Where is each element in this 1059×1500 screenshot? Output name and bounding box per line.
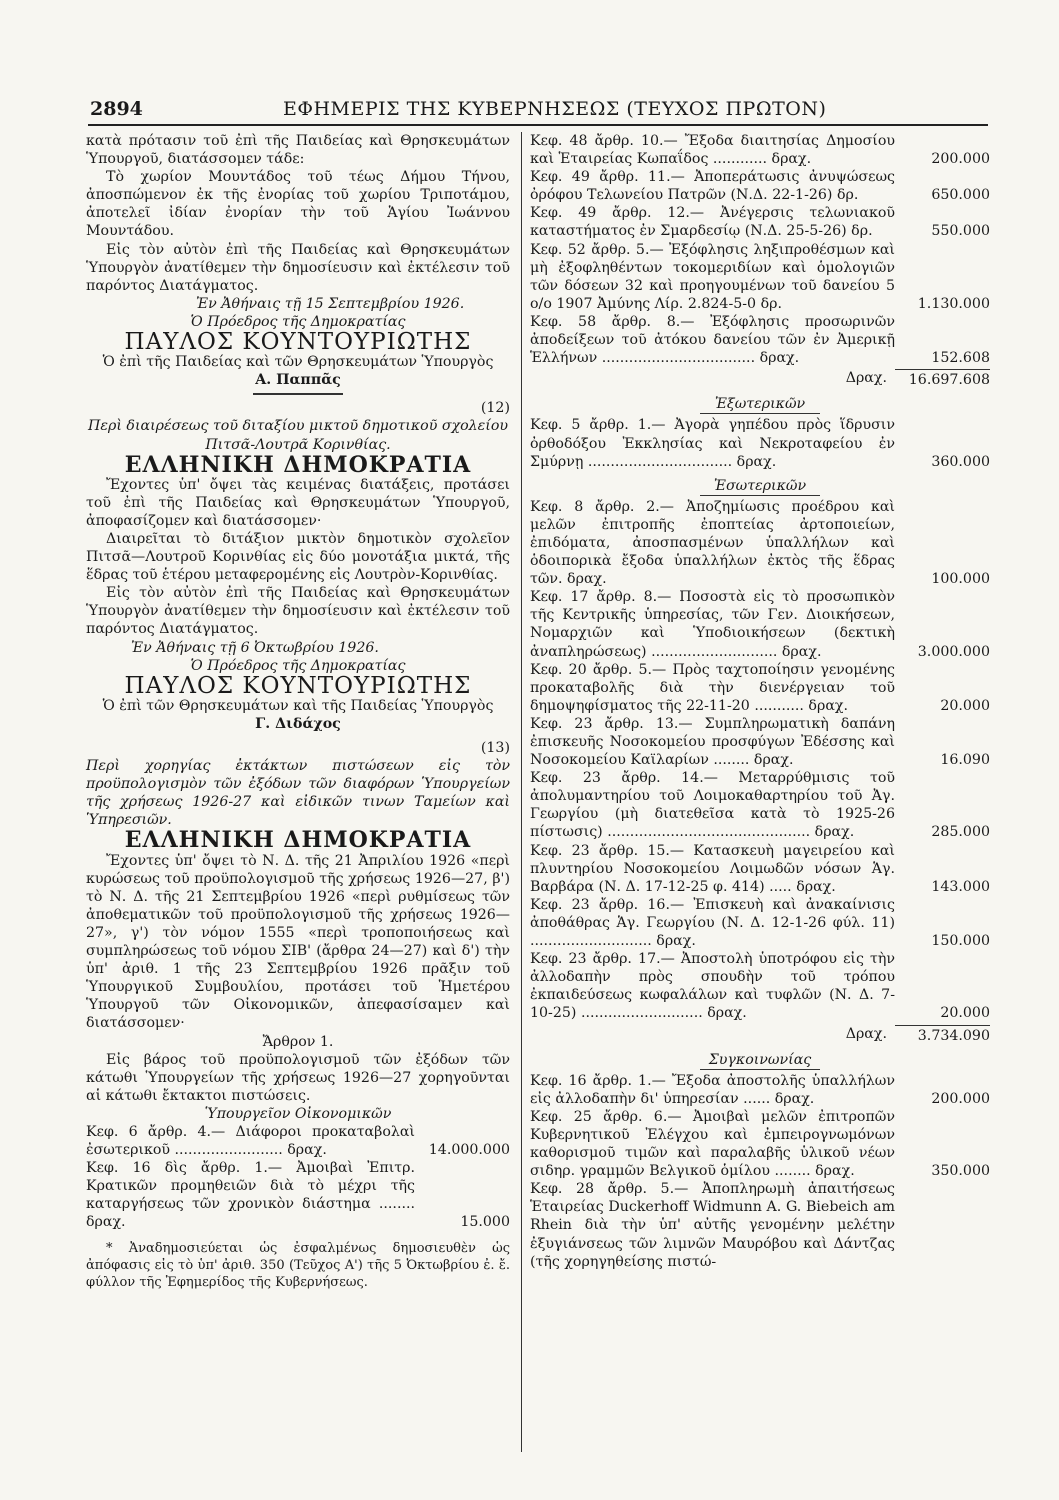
entry-description: Κεφ. 23 ἄρθρ. 13.— Συμπληρωματικὴ δαπάνη ἐπισκευῆς Νοσοκομείου προσφύγων Ἐδέσσης καὶ Νοσοκομείου Καϊλαρίων ........ δραχ. (530, 715, 895, 769)
entry-description: Κεφ. 49 ἄρθρ. 12.— Ἀνέγερσις τελωνιακοῦ καταστήματος ἐν Σμαρδεσίῳ (Ν.Δ. 25-5-26) δρ. (530, 205, 895, 240)
section-divider (700, 413, 820, 414)
credit-entry (530, 769, 990, 841)
credit-entry (86, 1123, 510, 1159)
entry-amount: 3.000.000 (917, 643, 990, 660)
decree-paragraph: Εἰς βάρος τοῦ προϋπολογισμοῦ τῶν ἐξόδων τῶν κάτωθι Ὑπουργείων τῆς χρήσεως 1926—27 χορηγοῦνται αἱ κάτωθι ἔκτακτοι πιστώσεις. (86, 1051, 510, 1104)
republic-heading: ΕΛΛΗΝΙΚΗ ΔΗΜΟΚΡΑΤΙΑ (124, 451, 472, 478)
credit-entry (530, 498, 990, 588)
president-name: ΠΑΥΛΟΣ ΚΟΥΝΤΟΥΡΙΩΤΗΣ (124, 672, 472, 699)
entry-amount: 200.000 (931, 1090, 990, 1107)
credit-entry (530, 896, 990, 950)
decree-number: (12) (480, 400, 510, 417)
credit-entry (530, 204, 990, 240)
entry-amount: 20.000 (940, 1005, 990, 1022)
decree-date: Ἐν Ἀθήναις τῇ 6 Ὀκτωβρίου 1926. (131, 639, 379, 656)
entry-description: Κεφ. 58 ἄρθρ. 8.— Ἐξόφλησις προσωρινῶν ἀποδείξεων τοῦ ἀτόκου δανείου τῶν ἐν Ἀμερικῇ Ἑλλήνων .................................. δραχ. (530, 313, 895, 367)
minister-name: Γ. Διδάχος (255, 715, 341, 732)
subtotal-label: Δραχ. (845, 370, 887, 387)
entry-description: Κεφ. 49 ἄρθρ. 11.— Ἀποπεράτωσις ἀνυψώσεως ὀρόφου Τελωνείου Πατρῶν (Ν.Δ. 22-1-26) δρ. (530, 169, 895, 204)
entry-amount: 143.000 (931, 878, 990, 895)
decree-paragraph: Τὸ χωρίον Μουντάδος τοῦ τέως Δήμου Τήνου, ἀποσπώμενον ἐκ τῆς ἐνορίας τοῦ χωρίου Τριποτάμου, ἀποτελεῖ ἰδίαν ἐνορίαν τὴν τοῦ Ἁγίου Ἰωάννου Μουντάδου. (86, 169, 510, 240)
right-column (530, 132, 990, 1271)
credit-entry (530, 715, 990, 769)
decree-number: (13) (480, 740, 510, 756)
subtotal (530, 1025, 990, 1045)
footnote: * Ἀναδημοσιεύεται ὡς ἐσφαλμένως δημοσιευθὲν ὡς ἀπόφασις εἰς τὸ ὑπ' ἀριθ. 350 (Τεῦχος Α') τῆς 5 Ὀκτωβρίου ἐ. ἔ. φύλλον τῆς Ἐφημερίδος τῆς Κυβερνήσεως. (86, 1240, 510, 1290)
entry-description: Κεφ. 52 ἄρθρ. 5.— Ἐξόφλησις ληξιπροθέσμων καὶ μὴ ἐξοφληθέντων τοκομεριδίων καὶ ὁμολογιῶν τῶν δόσεων 32 καὶ προηγουμένων τοῦ δανείου 5 ο/ο 1907 Ἀμύνης Λίρ. 2.824-5-0 δρ. (530, 241, 895, 312)
entry-description: Κεφ. 23 ἄρθρ. 17.— Ἀποστολὴ ὑποτρόφου εἰς τὴν ἀλλοδαπὴν πρὸς σπουδὴν τοῦ τρόπου ἐκπαιδεύσεως κωφαλάλων καὶ τυφλῶν (Ν. Δ. 7-10-25) ........................... δραχ. (530, 951, 895, 1022)
credit-entry (530, 168, 990, 204)
ministry-heading: Συγκοινωνίας (708, 1051, 812, 1068)
credit-entry (530, 416, 990, 470)
decree-title: Περὶ χορηγίας ἐκτάκτων πιστώσεων εἰς τὸν προϋπολογισμὸν τῶν ἐξόδων τῶν διαφόρων Ὑπουργείων τῆς χρήσεως 1926-27 καὶ εἰδικῶν τινων Ταμείων καὶ Ὑπηρεσιῶν. (86, 758, 510, 829)
credit-entry (530, 241, 990, 313)
entry-description: Κεφ. 25 ἄρθρ. 6.— Ἀμοιβαὶ μελῶν ἐπιτροπῶν Κυβερνητικοῦ Ἐλέγχου καὶ ἐμπειρογνωμόνων καθορισμοῦ τιμῶν καὶ παραλαβῆς ὑλικοῦ νέων σιδηρ. γραμμῶν Βελγικοῦ ὁμίλου ........ δραχ. (530, 1108, 895, 1180)
entry-description: Κεφ. 20 ἄρθρ. 5.— Πρὸς ταχτοποίησιν γενομένης προκαταβολῆς διὰ τὴν διενέργειαν τοῦ δημοψηφίσματος τῆς 22-11-20 ........... δραχ. (530, 661, 895, 714)
president-label: Ὁ Πρόεδρος τῆς Δημοκρατίας (190, 313, 406, 330)
ministry-heading: Ἐξωτερικῶν (714, 396, 806, 413)
entry-description: Κεφ. 16 ἄρθρ. 1.— Ἔξοδα ἀποστολῆς ὑπαλλήλων εἰς ἀλλοδαπὴν δι' ὑπηρεσίαν ...... δραχ. (530, 1072, 895, 1107)
section-divider (700, 495, 820, 496)
entry-description: Κεφ. 8 ἄρθρ. 2.— Ἀποζημίωσις προέδρου καὶ μελῶν ἐπιτροπῆς ἐποπτείας ἀρτοποιείων, ἐπιδόματα, ἀποσπασμένων ὑπαλλήλων καὶ ὁδοιπορικὰ ἔξοδα ὑπαλλήλων ἐκτὸς τῆς ἕδρας τῶν. δραχ. (530, 498, 895, 588)
decree-paragraph: Ἔχοντες ὑπ' ὄψει τὰς κειμένας διατάξεις, προτάσει τοῦ ἐπὶ τῆς Παιδείας καὶ Θρησκευμάτων Ὑπουργοῦ, ἀποφασίζομεν καὶ διατάσσομεν· (86, 476, 510, 529)
subtotal-amount: 16.697.608 (895, 369, 990, 389)
entry-amount: 360.000 (931, 453, 990, 470)
credit-entry (530, 1072, 990, 1108)
credit-entry (530, 842, 990, 896)
left-column (86, 132, 510, 1291)
entry-amount: 20.000 (940, 697, 990, 714)
entry-amount: 350.000 (931, 1163, 990, 1180)
decree-title: Περὶ διαιρέσεως τοῦ διταξίου μικτοῦ δημοτικοῦ σχολείου Πιτσᾶ-Λουτρᾶ Κορινθίας. (88, 418, 508, 453)
gazette-title: ΕΦΗΜΕΡΙΣ ΤΗΣ ΚΥΒΕΡΝΗΣΕΩΣ (ΤΕΥΧΟΣ ΠΡΩΤΟΝ) (283, 98, 827, 120)
entry-description: Κεφ. 17 ἄρθρ. 8.— Ποσοστὰ εἰς τὸ προσωπικὸν τῆς Κεντρικῆς ὑπηρεσίας, τῶν Γεν. Διοικήσεων, Νομαρχιῶν καὶ Ὑποδιοικήσεων (δεκτικὴ ἀναπληρώσεως) ............................ δραχ. (530, 589, 895, 660)
section-divider (253, 393, 343, 395)
decree-paragraph: Ἔχοντες ὑπ' ὄψει τὸ Ν. Δ. τῆς 21 Ἀπριλίου 1926 «περὶ κυρώσεως τοῦ προϋπολογισμοῦ τῆς χρήσεως 1926—27, β') τὸ Ν. Δ. τῆς 21 Σεπτεμβρίου 1926 «περὶ ρυθμίσεως τῶν ἀποθεματικῶν τοῦ προϋπολογισμοῦ τῆς χρήσεως 1926—27», γ') τὸν νόμον 1555 «περὶ τροποποιήσεως καὶ συμπληρώσεως τοῦ νόμου ΣΙΒ' (ἄρθρα 24—27) καὶ δ') τὴν ὑπ' ἀριθ. 1 τῆς 23 Σεπτεμβρίου 1926 πρᾶξιν τοῦ Ὑπουργικοῦ Συμβουλίου, προτάσει τοῦ Ἡμετέρου Ὑπουργοῦ τῶν Οἰκονομικῶν, ἀπεφασίσαμεν καὶ διατάσσομεν· (86, 852, 510, 1032)
entry-amount: 152.608 (931, 350, 990, 367)
credit-entry (530, 1180, 990, 1270)
credit-entry (86, 1159, 510, 1231)
entry-description: Κεφ. 23 ἄρθρ. 16.— Ἐπισκευὴ καὶ ἀνακαίνισις ἀποθάθρας Ἁγ. Γεωργίου (Ν. Δ. 12-1-26 φύλ. 11) ........................... δραχ. (530, 896, 895, 950)
page-number: 2894 (90, 98, 143, 120)
entry-amount: 100.000 (931, 571, 990, 588)
entry-description: Κεφ. 48 ἄρθρ. 10.— Ἔξοδα διαιτησίας Δημοσίου καὶ Ἑταιρείας Κωπαΐδος ............ δραχ. (530, 133, 895, 168)
entry-amount: 15.000 (460, 1214, 510, 1231)
credit-entry (530, 1108, 990, 1180)
credit-entry (530, 661, 990, 715)
entry-amount: 550.000 (931, 223, 990, 240)
entry-description: Κεφ. 23 ἄρθρ. 14.— Μεταρρύθμισις τοῦ ἀπολυμαντηρίου τοῦ Λοιμοκαθαρτηρίου τοῦ Ἀγ. Γεωργίου (μὴ διατεθεῖσα κατὰ τὸ 1925-26 πίστωσις) ............................................. δραχ. (530, 770, 895, 841)
section-divider (700, 1069, 820, 1070)
entry-amount: 650.000 (931, 187, 990, 204)
entry-description: Κεφ. 23 ἄρθρ. 15.— Κατασκευὴ μαγειρείου καὶ πλυντηρίου Νοσοκομείου Λοιμωδῶν νόσων Ἁγ. Βαρβάρα (Ν. Δ. 17-12-25 φ. 414) ..... δραχ. (530, 842, 895, 895)
minister-name: Α. Παππᾶς (255, 372, 341, 389)
article-heading: Ἄρθρον 1. (262, 1033, 334, 1050)
entry-description: Κεφ. 5 ἄρθρ. 1.— Ἀγορὰ γηπέδου πρὸς ἵδρυσιν ὀρθοδόξου Ἐκκλησίας καὶ Νεκροταφείου ἐν Σμύρνῃ ................................ δραχ. (530, 417, 895, 470)
credit-entry (530, 950, 990, 1022)
entry-amount: 14.000.000 (428, 1142, 510, 1159)
entry-amount: 16.090 (940, 752, 990, 769)
header-rule (88, 124, 988, 126)
minister-label: Ὁ ἐπὶ τῶν Θρησκευμάτων καὶ τῆς Παιδείας Ὑπουργὸς (102, 697, 494, 714)
entry-amount: 200.000 (931, 151, 990, 168)
entry-amount: 1.130.000 (917, 295, 990, 312)
entry-amount: 285.000 (931, 824, 990, 841)
decree-paragraph: Διαιρεῖται τὸ διτάξιον μικτὸν δημοτικὸν σχολεῖον Πιτσᾶ—Λουτροῦ Κορινθίας εἰς δύο μονοτάξια μικτά, τῆς ἕδρας τοῦ ἑτέρου μεταφερομένης εἰς Λουτρὸν-Κορινθίας. (86, 530, 510, 584)
entry-description: Κεφ. 28 ἄρθρ. 5.— Ἀποπληρωμὴ ἀπαιτήσεως Ἑταιρείας Duckerhoff Widmunn A. G. Biebeich am Rhein διὰ τὴν ὑπ' αὐτῆς γενομένην μελέτην ἐξυγιάνσεως τῶν λιμνῶν Μαυρόβου καὶ Δάντζας (τῆς χορηγηθείσης πιστώ- (530, 1181, 895, 1270)
decree-date: Ἐν Ἀθήναις τῇ 15 Σεπτεμβρίου 1926. (196, 295, 465, 312)
ministry-heading: Ὑπουργεῖον Οἰκονομικῶν (204, 1105, 392, 1122)
entry-description: Κεφ. 16 δὶς ἄρθρ. 1.— Ἀμοιβαὶ Ἐπιτρ. Κρατικῶν προμηθειῶν διὰ τὸ μέχρι τῆς καταργήσεως τῶν χρονικὸν διάστημα ........ δραχ. (86, 1160, 415, 1231)
subtotal-amount: 3.734.090 (895, 1025, 990, 1045)
subtotal (530, 369, 990, 389)
column-divider (521, 132, 522, 1452)
intro-text: κατὰ πρότασιν τοῦ ἐπὶ τῆς Παιδείας καὶ Θρησκευμάτων Ὑπουργοῦ, διατάσσομεν τάδε: (86, 133, 510, 168)
credit-entry (530, 588, 990, 660)
credit-entry (530, 313, 990, 367)
decree-paragraph: Εἰς τὸν αὐτὸν ἐπὶ τῆς Παιδείας καὶ Θρησκευμάτων Ὑπουργὸν ἀνατίθεμεν τὴν δημοσίευσιν καὶ ἐκτέλεσιν τοῦ παρόντος Διατάγματος. (86, 241, 510, 294)
subtotal-label: Δραχ. (845, 1025, 887, 1042)
president-name: ΠΑΥΛΟΣ ΚΟΥΝΤΟΥΡΙΩΤΗΣ (124, 329, 472, 356)
president-label: Ὁ Πρόεδρος τῆς Δημοκρατίας (190, 657, 406, 674)
entry-amount: 150.000 (931, 933, 990, 950)
republic-heading: ΕΛΛΗΝΙΚΗ ΔΗΜΟΚΡΑΤΙΑ (124, 827, 472, 854)
decree-paragraph: Εἰς τὸν αὐτὸν ἐπὶ τῆς Παιδείας καὶ Θρησκευμάτων Ὑπουργὸν ἀνατίθεμεν τὴν δημοσίευσιν καὶ ἐκτέλεσιν τοῦ παρόντος Διατάγματος. (86, 585, 510, 638)
minister-label: Ὁ ἐπὶ τῆς Παιδείας καὶ τῶν Θρησκευμάτων Ὑπουργὸς (102, 354, 494, 371)
ministry-heading: Ἐσωτερικῶν (713, 477, 807, 494)
entry-description: Κεφ. 6 ἄρθρ. 4.— Διάφοροι προκαταβολαὶ ἐσωτερικοῦ ........................ δραχ. (86, 1123, 415, 1159)
credit-entry (530, 132, 990, 168)
